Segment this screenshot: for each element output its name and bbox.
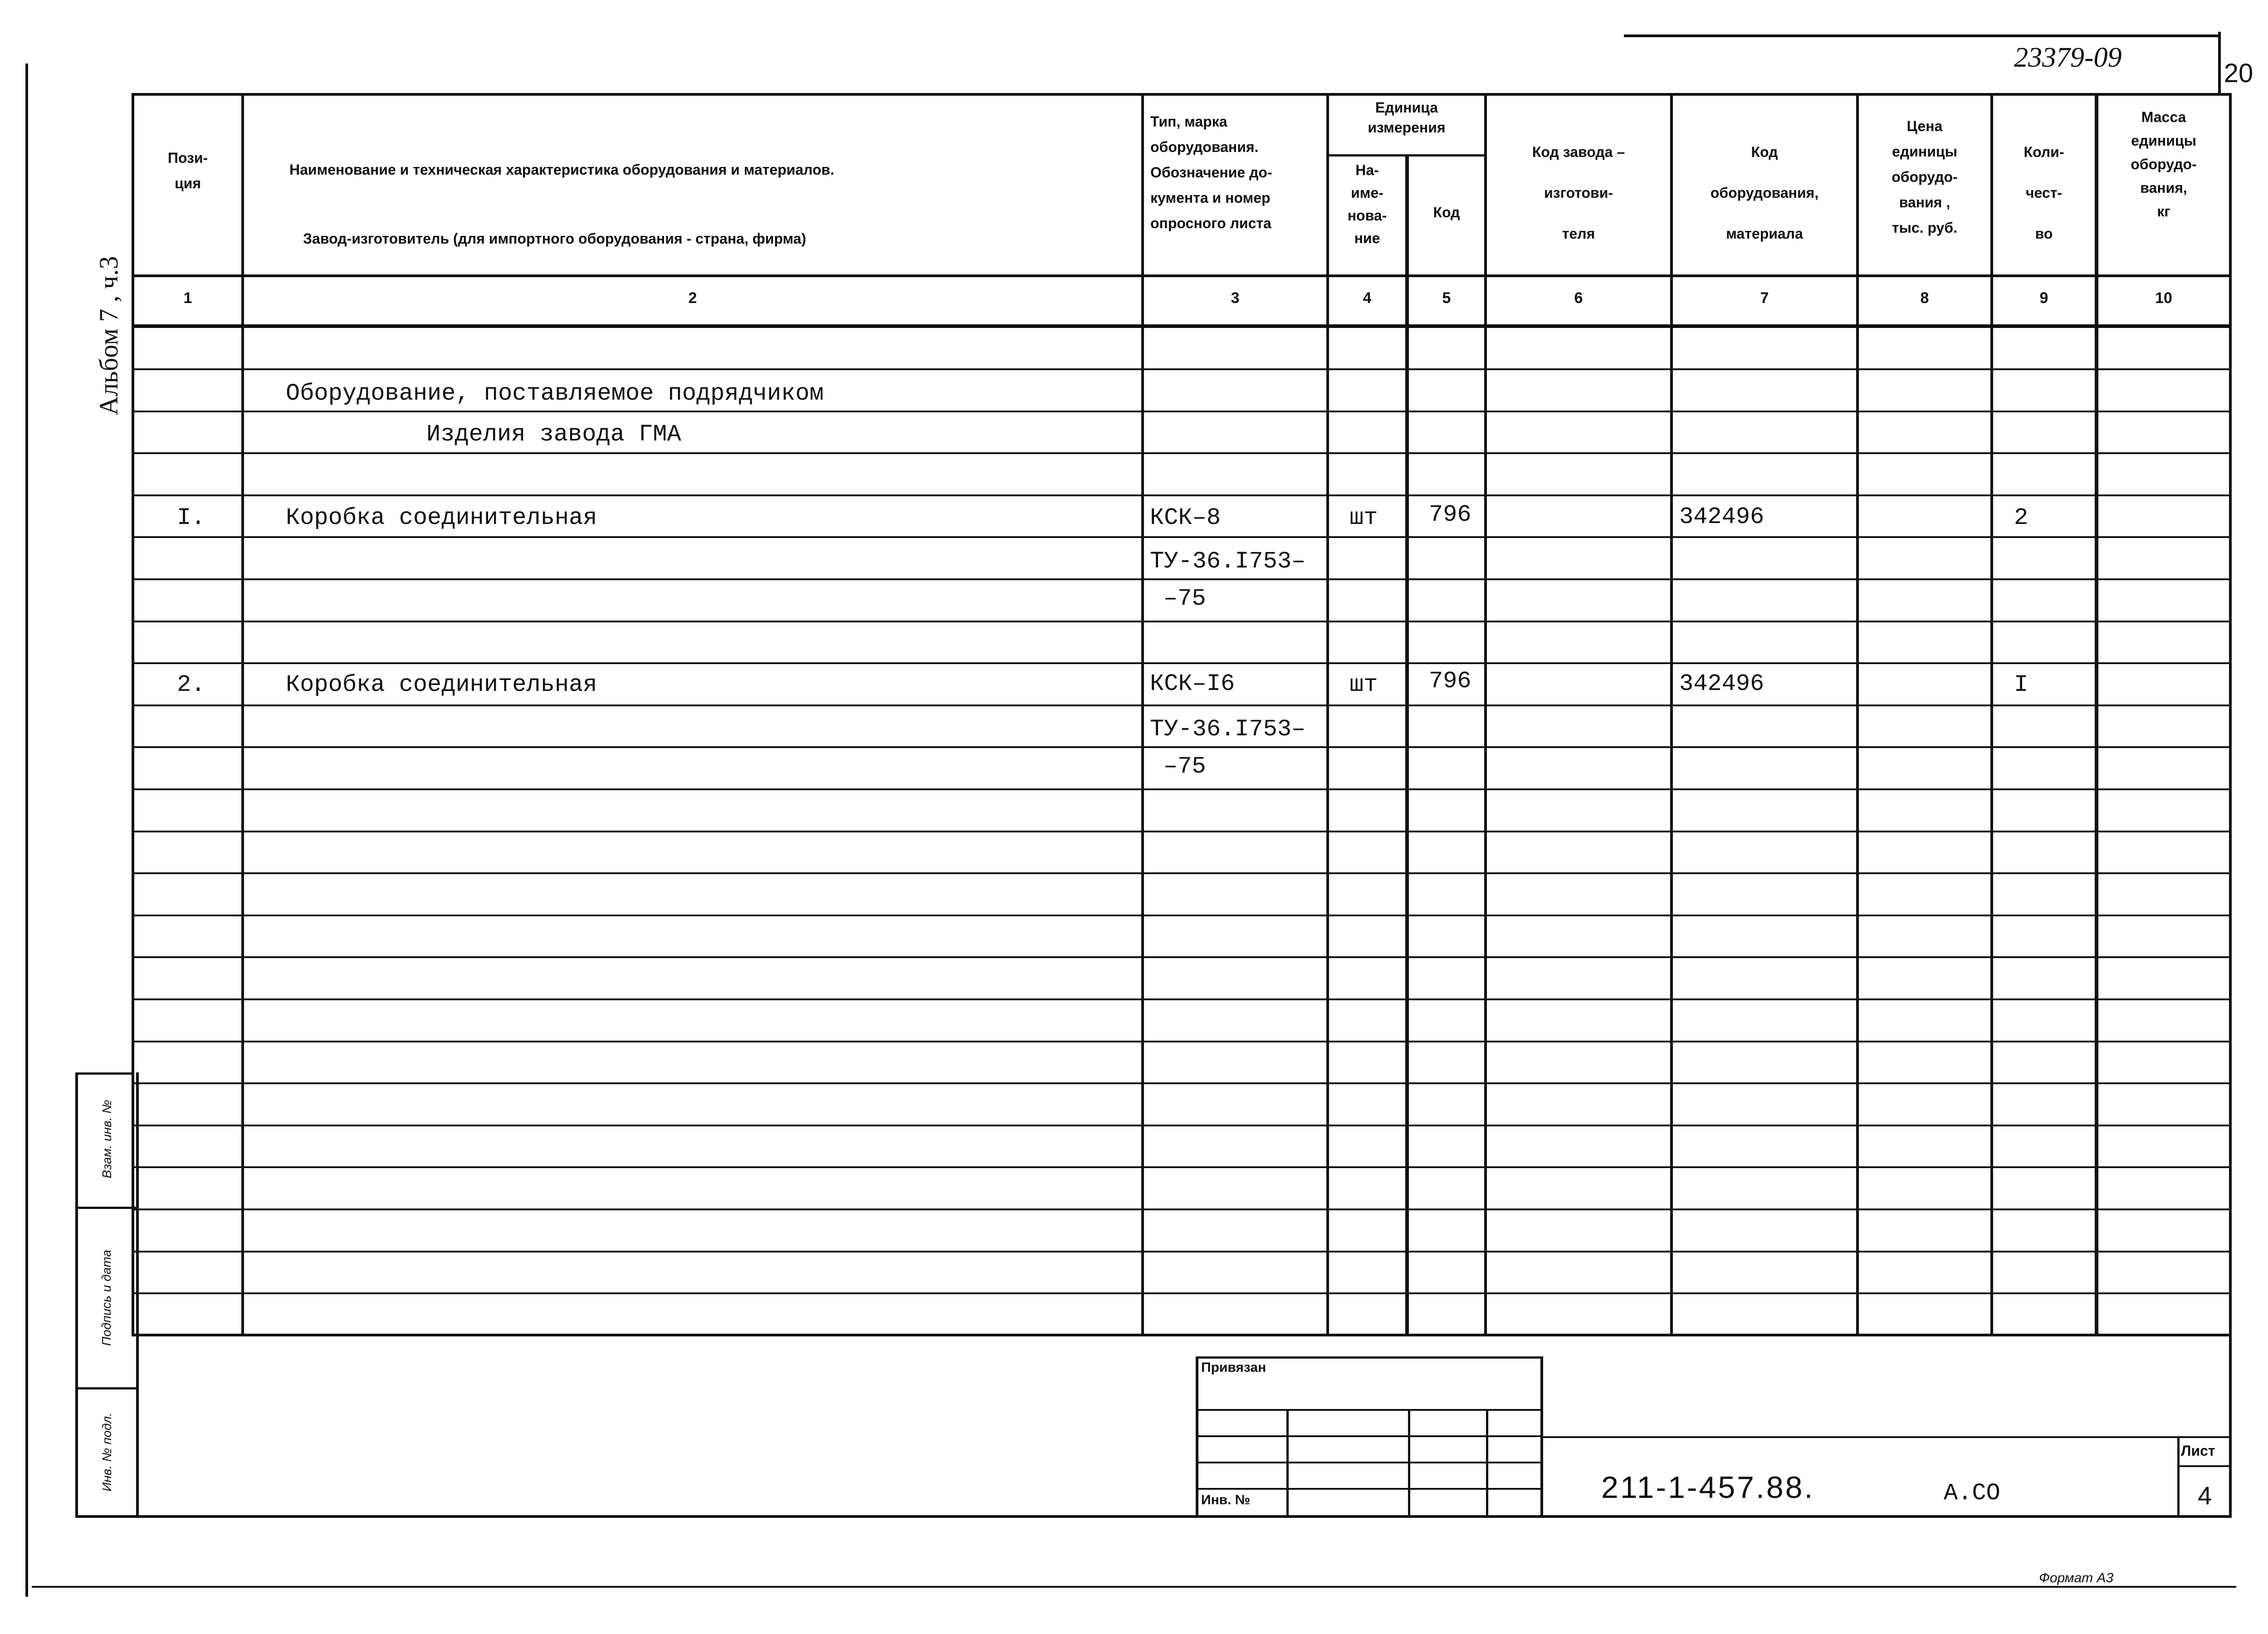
row-rule [134,998,2230,1000]
row-rule [134,578,2230,580]
row-rule [134,621,2230,622]
header-price: Цена единицы оборудо- вания , тыс. руб. [1892,118,1958,236]
side-label-vzam: Взам. инв. № [100,1100,114,1179]
column-number: 9 [2039,289,2048,307]
header-name: Наименование и техническая характеристика оборудования и материалов. Завод-изготовитель (для импортного оборудования - страна, фирма) [289,161,835,247]
header-unit-name: На- име- нова- ние [1347,162,1387,246]
item-doc-cont: –75 [1163,585,1206,612]
format-label: Формат А3 [2039,1570,2114,1585]
item-code: 342496 [1679,504,1765,530]
album-label: Альбом 7 , ч.3 [94,256,123,416]
column-number: 1 [183,289,192,307]
row-rule [134,368,2230,370]
side-label-inv: Инв. № подл. [100,1413,114,1492]
item-position: 2. [177,671,205,698]
row-rule [134,704,2230,706]
side-label-podpis: Подпись и дата [99,1250,113,1346]
column-number: 7 [1760,289,1769,307]
item-quantity: I [2014,671,2028,698]
sheet-number: 4 [2198,1481,2212,1510]
section-title: Оборудование, поставляемое подрядчиком [286,380,824,407]
row-rule [134,536,2230,538]
row-rule [134,788,2230,790]
row-rule [134,872,2230,874]
header-unit: Единица измерения [1368,99,1446,136]
item-unit: шт [1349,671,1378,698]
document-number: 23379-09 [2014,42,2122,73]
section-code: А.СО [1944,1480,2000,1507]
item-code: 342496 [1679,670,1765,697]
row-rule [134,662,2230,664]
header-quantity: Коли- чест- во [2024,144,2064,242]
row-rule [134,1041,2230,1042]
column-number: 2 [688,289,697,307]
item-type: КСК–8 [1150,504,1221,531]
item-doc-cont: –75 [1163,753,1206,780]
row-rule [134,1125,2230,1126]
item-unit-code: 796 [1429,501,1471,528]
column-number: 8 [1920,289,1929,307]
column-number: 5 [1442,289,1451,307]
item-type: КСК–I6 [1150,670,1235,697]
row-rule [134,1251,2230,1252]
header-mass: Масса единицы оборудо- вания, кг [2131,109,2197,220]
header-factory-code: Код завода – изготови- теля [1532,144,1625,242]
row-rule [134,915,2230,916]
column-number: 4 [1363,289,1372,307]
row-rule [134,831,2230,832]
header-type: Тип, марка оборудования. Обозначение до- кумента и номер опросного листа [1150,113,1272,231]
item-name: Коробка соединительная [286,504,597,531]
item-name: Коробка соединительная [286,671,597,698]
sheet-label: Лист [2181,1443,2215,1459]
header-position: Пози- ция [167,150,208,191]
row-rule [134,411,2230,412]
item-unit-code: 796 [1429,668,1471,695]
column-number: 6 [1574,289,1583,307]
column-number: 10 [2155,289,2172,307]
row-rule [134,452,2230,454]
header-unit-code: Код [1433,204,1460,220]
row-rule [134,1166,2230,1168]
item-quantity: 2 [2014,504,2028,531]
item-doc: ТУ-36.I753– [1150,548,1306,575]
item-position: I. [177,504,205,531]
row-rule [134,746,2230,748]
page-number: 20 [2224,59,2253,88]
item-unit: шт [1349,504,1378,531]
header-equipment-code: Код оборудования, материала [1710,144,1819,242]
section-subtitle: Изделия завода ГМА [426,421,681,448]
row-rule [134,1292,2230,1294]
item-doc: ТУ-36.I753– [1150,716,1306,743]
row-rule [134,494,2230,496]
project-code: 211-1-457.88. [1601,1470,1815,1505]
row-rule [134,1082,2230,1084]
stamp-inv-no: Инв. № [1201,1492,1251,1507]
row-rule [134,1208,2230,1210]
column-number: 3 [1231,289,1240,307]
row-rule [134,956,2230,958]
stamp-privyazan: Привязан [1201,1360,1266,1375]
